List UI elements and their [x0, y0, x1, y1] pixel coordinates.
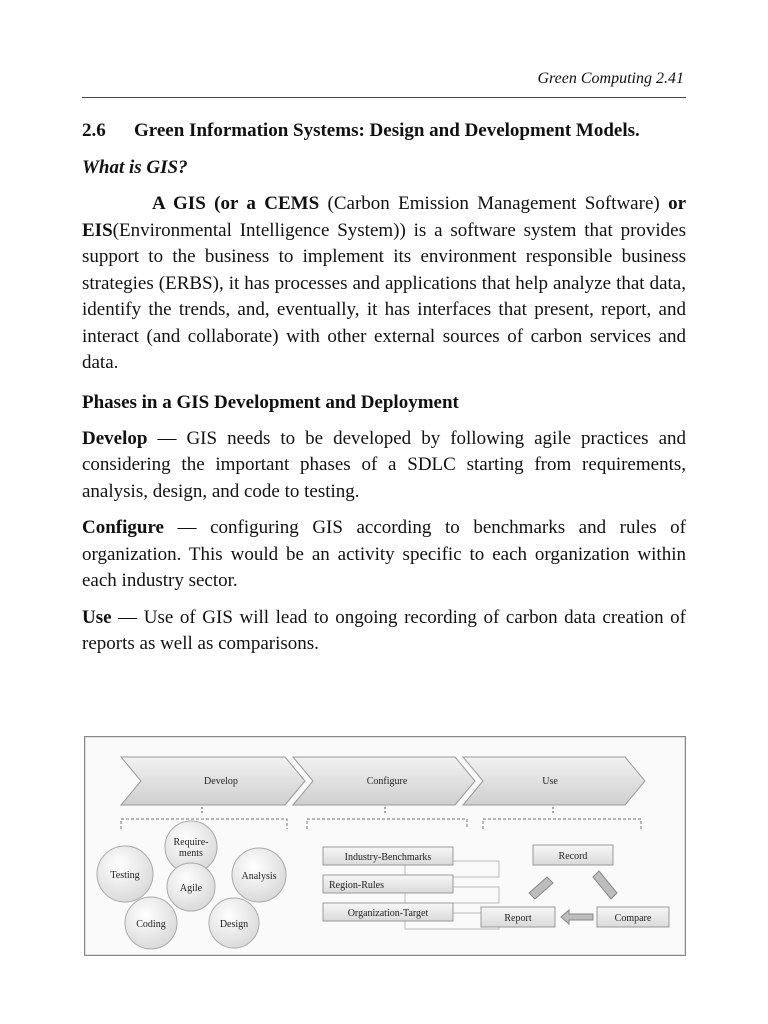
box-organization-target-label: Organization-Target [347, 908, 429, 919]
section-title: Green Information Systems: Design and Development Models. [134, 120, 640, 141]
intro-paragraph [82, 191, 686, 377]
intro-text-1: (Carbon Emission Management Software) [319, 193, 669, 214]
circle-analysis-label: Analysis [241, 871, 277, 882]
stage-label-use: Use [542, 776, 558, 787]
header-rule [82, 97, 686, 98]
arrow-record-to-compare [593, 871, 617, 899]
circle-coding-label: Coding [136, 919, 166, 930]
intro-bold-gis: A GIS (or a CEMS [152, 193, 320, 214]
page-content [82, 117, 686, 658]
intro-text-2: (Environmental Intelligence System)) is a software system that provides support to the business to implement its environment responsible business strategies (ERBS), it has processes and applications that help analyze that data, identify the trends, and, eventually, it has interfaces that present, report, and interact (and collaborate) with other external sources of carbon services and data. [82, 219, 686, 373]
arrow-compare-to-report [561, 910, 593, 924]
box-record-label: Record [558, 851, 588, 862]
phase-term: Use [82, 606, 112, 628]
phase-term: Configure [82, 517, 164, 538]
phase-term: Develop [82, 427, 148, 449]
phase-develop [82, 426, 686, 506]
circle-agile-label: Agile [179, 883, 203, 894]
phase-configure [82, 515, 686, 595]
stage-label-configure: Configure [366, 776, 408, 787]
arrow-record-to-report [529, 877, 553, 899]
phase-text: — GIS needs to be developed by following agile practices and considering the important phases of a SDLC starting from requirements, analysis, design, and code to testing. [82, 427, 686, 502]
circle-design-label: Design [219, 919, 249, 930]
stage-label-develop: Develop [204, 776, 238, 787]
diagram-svg [85, 737, 685, 955]
box-industry-benchmarks-label: Industry-Benchmarks [344, 852, 432, 863]
section-heading [82, 117, 686, 144]
phases-heading: Phases in a GIS Development and Deployment [82, 391, 459, 413]
bracket-configure [307, 819, 467, 829]
section-number: 2.6 [82, 120, 106, 141]
question-heading: What is GIS? [82, 157, 188, 178]
bracket-use [483, 819, 641, 829]
circle-requirements-label-2: ments [179, 848, 203, 859]
running-header: Green Computing 2.41 [537, 70, 684, 87]
phase-text: — Use of GIS will lead to ongoing recording of carbon data creation of reports as well as comparisons. [82, 606, 686, 654]
intro-bold-eis: or EIS [82, 193, 686, 241]
box-report-label: Report [504, 913, 532, 924]
circle-requirements-label-1: Require- [173, 837, 209, 848]
gis-phases-diagram [84, 736, 686, 956]
phase-use [82, 605, 686, 658]
box-compare-label: Compare [614, 913, 652, 924]
circle-testing-label: Testing [110, 870, 140, 881]
phase-text: — configuring GIS according to benchmarks and rules of organization. This would be an activity specific to each organization within each industry sector. [82, 517, 686, 591]
box-region-rules-label: Region-Rules [329, 880, 384, 891]
